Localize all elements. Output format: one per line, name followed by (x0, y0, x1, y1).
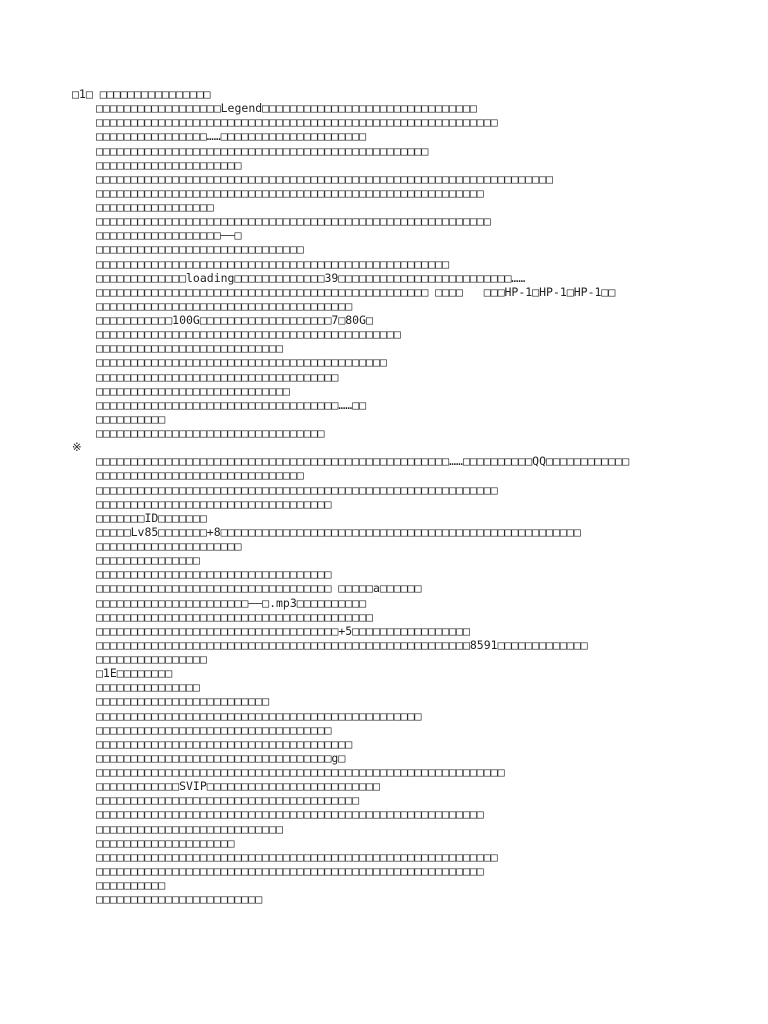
text-line: □□□□□□□□□□□□□□□□……□□□□□□□□□□□□□□□□□□□□□ (96, 129, 367, 144)
text-line: □□□□□□□□□□□□□□□ (96, 553, 200, 568)
text-line: □□□□□□□□□□□□□□□□□□□□□□□□□ (96, 694, 270, 709)
text-line: □□□□□□□□□□□□□□□□□□□□□□□□□□□□□□□□□□□ (96, 369, 339, 384)
text-line: □□□□□□□□□□□□□□□□□□□□□□□□□□□□□□□□□ (96, 426, 325, 440)
text-line: □□□□□□□□□□□□□□□□□□□□ (96, 835, 235, 850)
text-line: □□□□□□□□□□□□□□□□□□□□□□□□□□□□□□□□□□□□□ (96, 736, 353, 751)
text-line: □□□□□□□□□□□□□□□□□□□□□□□□□□□□□□ (96, 468, 304, 483)
text-line: □□□□□□□□□□□□□□□□□□□□□□□□□□□□□□□□□□□□□□ (96, 793, 360, 808)
text-line: □□□□□□□□□□□□□□□□□□□□□□□□□□□□□□□□□□ (96, 567, 332, 582)
document-body (72, 87, 732, 906)
text-line: □□□□□□□□□□□□□□□□□□□□□□□□□□□□□□□□□□□□□□□□□□□□□□□□□□□□□□□□□□□□□□□□□□ (96, 171, 553, 186)
text-line: □□□□□□□□□□□□□□□□□□□□□□□□□□□□□□□□□□□□□□□□□□□□□□□□ □□□□ □□□HP-1□HP-1□HP-1□□ (96, 284, 616, 299)
text-line: □□□□□□□□□□□□□□□□□□□□□□□□□□□□□□□□□□□□□□□□□□□□□□□□□□□□□□□□□□ (96, 482, 498, 497)
text-line: □□□□□□□□□□□□□□□□□□□□□□□□□□□□□□□□□□□□□□□□□□□□ (96, 327, 401, 342)
text-line: □□□□□□□□□□□100G□□□□□□□□□□□□□□□□□□□7□80G□ (96, 313, 373, 327)
text-line: □□□□□□□□□□□□□□□□□□□□□□□□□□□□□□□□□□□□□□□□□□□□□□□ (96, 708, 422, 723)
text-line: □□□□□□□□□□□□□□□□□□□□□□□□□□□□□□□□□□□……□□ (96, 397, 367, 412)
text-line: □□□□□□□□□□□□□□□□ (96, 652, 207, 666)
text-line: □□□□□□□ID□□□□□□□ (96, 510, 207, 525)
text-line: □□□□□□□□□□□□□□□□□□□□□□□□□□□□□□□□□□□□□□□□□□□□□□□□□□□□□□□□□□□ (96, 765, 505, 779)
text-line: □□□□□□□□□□□□□□□□□□□□□□□□□□□□□□□□□□□□□□□□□□□□□□□□□□□□□□□□ (96, 185, 484, 200)
text-line: □1E□□□□□□□□ (96, 666, 173, 681)
text-line: □□□□□□□□□□□□□□□□□□Legend□□□□□□□□□□□□□□□□□□□□□□□□□□□□□□□ (96, 101, 477, 116)
text-line: □□□□□□□□□□□□□□□□□ (96, 200, 214, 214)
text-line: □□□□□□□□□□□□□□□□□□□□□□□□□□□□□□□□□□□□□□□□□□□□□□□□□□□□□□□□□□ (96, 849, 498, 864)
text-line: □□□□□□□□□□□□□□□□□□□□□□□□□□□□□□□□□□□+5□□□□□□□□□□□□□□□□□ (96, 623, 470, 638)
text-line: □□□□□□□□□□□□□□□□□□——□ (96, 228, 242, 243)
text-line: □□□□□□□□□□□□□□□□□□□□□□□□□□□□□□□□□□□□□□□□□□ (96, 355, 387, 370)
text-line: □□□□□□□□□□□□□□□□□□□□□□□□□□□□□□ (96, 242, 304, 257)
text-line: ※ (72, 440, 82, 455)
text-line: □□□□□Lv85□□□□□□□+8□□□□□□□□□□□□□□□□□□□□□□□□□□□□□□□□□□□□□□□□□□□□□□□□□□□□ (96, 524, 581, 539)
text-line: □□□□□□□□□□□□□□□□□□□□□□□□□□□□□□□□□□□□□□□□□□□□□□□□□□□ (96, 256, 450, 271)
text-line: □□□□□□□□□□□□□□□□□□□□□□□□□□□□□□□□□□□□□□□□□□□□□□□□□□□……□□□□□□□□□□QQ□□□□□□□□□□□□ (96, 454, 630, 469)
text-line: □□□□□□□□□□□□□□□□□□□□□□□□□□□□ (96, 383, 290, 398)
text-line: □□□□□□□□□□□□□□□ (96, 680, 200, 695)
text-line: □□□□□□□□□□□□□□□□□□□□□□□□□□□□□□□□□□□□□□□□□□□□□□□□□□□□□□□□□□ (96, 115, 498, 130)
text-line: □□□□□□□□□□□□□□□□□□□□□□□□□□□□□□□□□□□□□□□□□□□□□□□□ (96, 143, 429, 158)
text-line: □□□□□□□□□□□□□□□□□□□□□□□□□□□□□□□□□□ (96, 496, 332, 511)
text-line: □□□□□□□□□□ (96, 411, 166, 426)
text-line: □□□□□□□□□□ (96, 878, 166, 892)
text-line: □□□□□□□□□□□□□□□□□□□□□□□□□□□□□□□□□□□□□□□□□□□□□□□□□□□□□□□□ (96, 807, 484, 822)
text-line: □□□□□□□□□□□□□loading□□□□□□□□□□□□□39□□□□□□□□□□□□□□□□□□□□□□□□□…… (96, 270, 526, 285)
text-line: □□□□□□□□□□□□□□□□□□□□□□□□□□□□□□□□□□□□□ (96, 298, 353, 313)
text-line: □□□□□□□□□□□□□□□□□□□□□□□□□□□ (96, 341, 283, 356)
text-line: □□□□□□□□□□□□□□□□□□□□□□□□□□□□□□□□□□□□□□□□□□□□□□□□□□□□□□8591□□□□□□□□□□□□□ (96, 637, 588, 652)
text-line: □□□□□□□□□□□□□□□□□□□□□□□□ (96, 892, 263, 907)
text-line: □□□□□□□□□□□□□□□□□□□□□□□□□□□□□□□□□□□□□□□□□□□□□□□□□□□□□□□□ (96, 863, 484, 878)
text-line: □□□□□□□□□□□□□□□□□□□□□□□□□□□□□□□□□□□□□□□□□□□□□□□□□□□□□□□□□ (96, 214, 491, 229)
text-line: □□□□□□□□□□□□□□□□□□□□□□——□.mp3□□□□□□□□□□ (96, 595, 367, 610)
text-line: □□□□□□□□□□□□SVIP□□□□□□□□□□□□□□□□□□□□□□□□□ (96, 779, 380, 794)
text-line: □□□□□□□□□□□□□□□□□□□□□ (96, 157, 242, 172)
text-line: □□□□□□□□□□□□□□□□□□□□□□□□□□□ (96, 821, 283, 836)
text-line: □□□□□□□□□□□□□□□□□□□□□ (96, 539, 242, 553)
text-line: □□□□□□□□□□□□□□□□□□□□□□□□□□□□□□□□□□ □□□□□a□□□□□□ (96, 581, 422, 596)
text-line: □□□□□□□□□□□□□□□□□□□□□□□□□□□□□□□□□□□□□□□□ (96, 609, 373, 624)
text-line: □□□□□□□□□□□□□□□□□□□□□□□□□□□□□□□□□□ (96, 722, 332, 737)
text-line: □□□□□□□□□□□□□□□□□□□□□□□□□□□□□□□□□□g□ (96, 750, 346, 765)
text-line: □1□ □□□□□□□□□□□□□□□□ (72, 87, 211, 101)
